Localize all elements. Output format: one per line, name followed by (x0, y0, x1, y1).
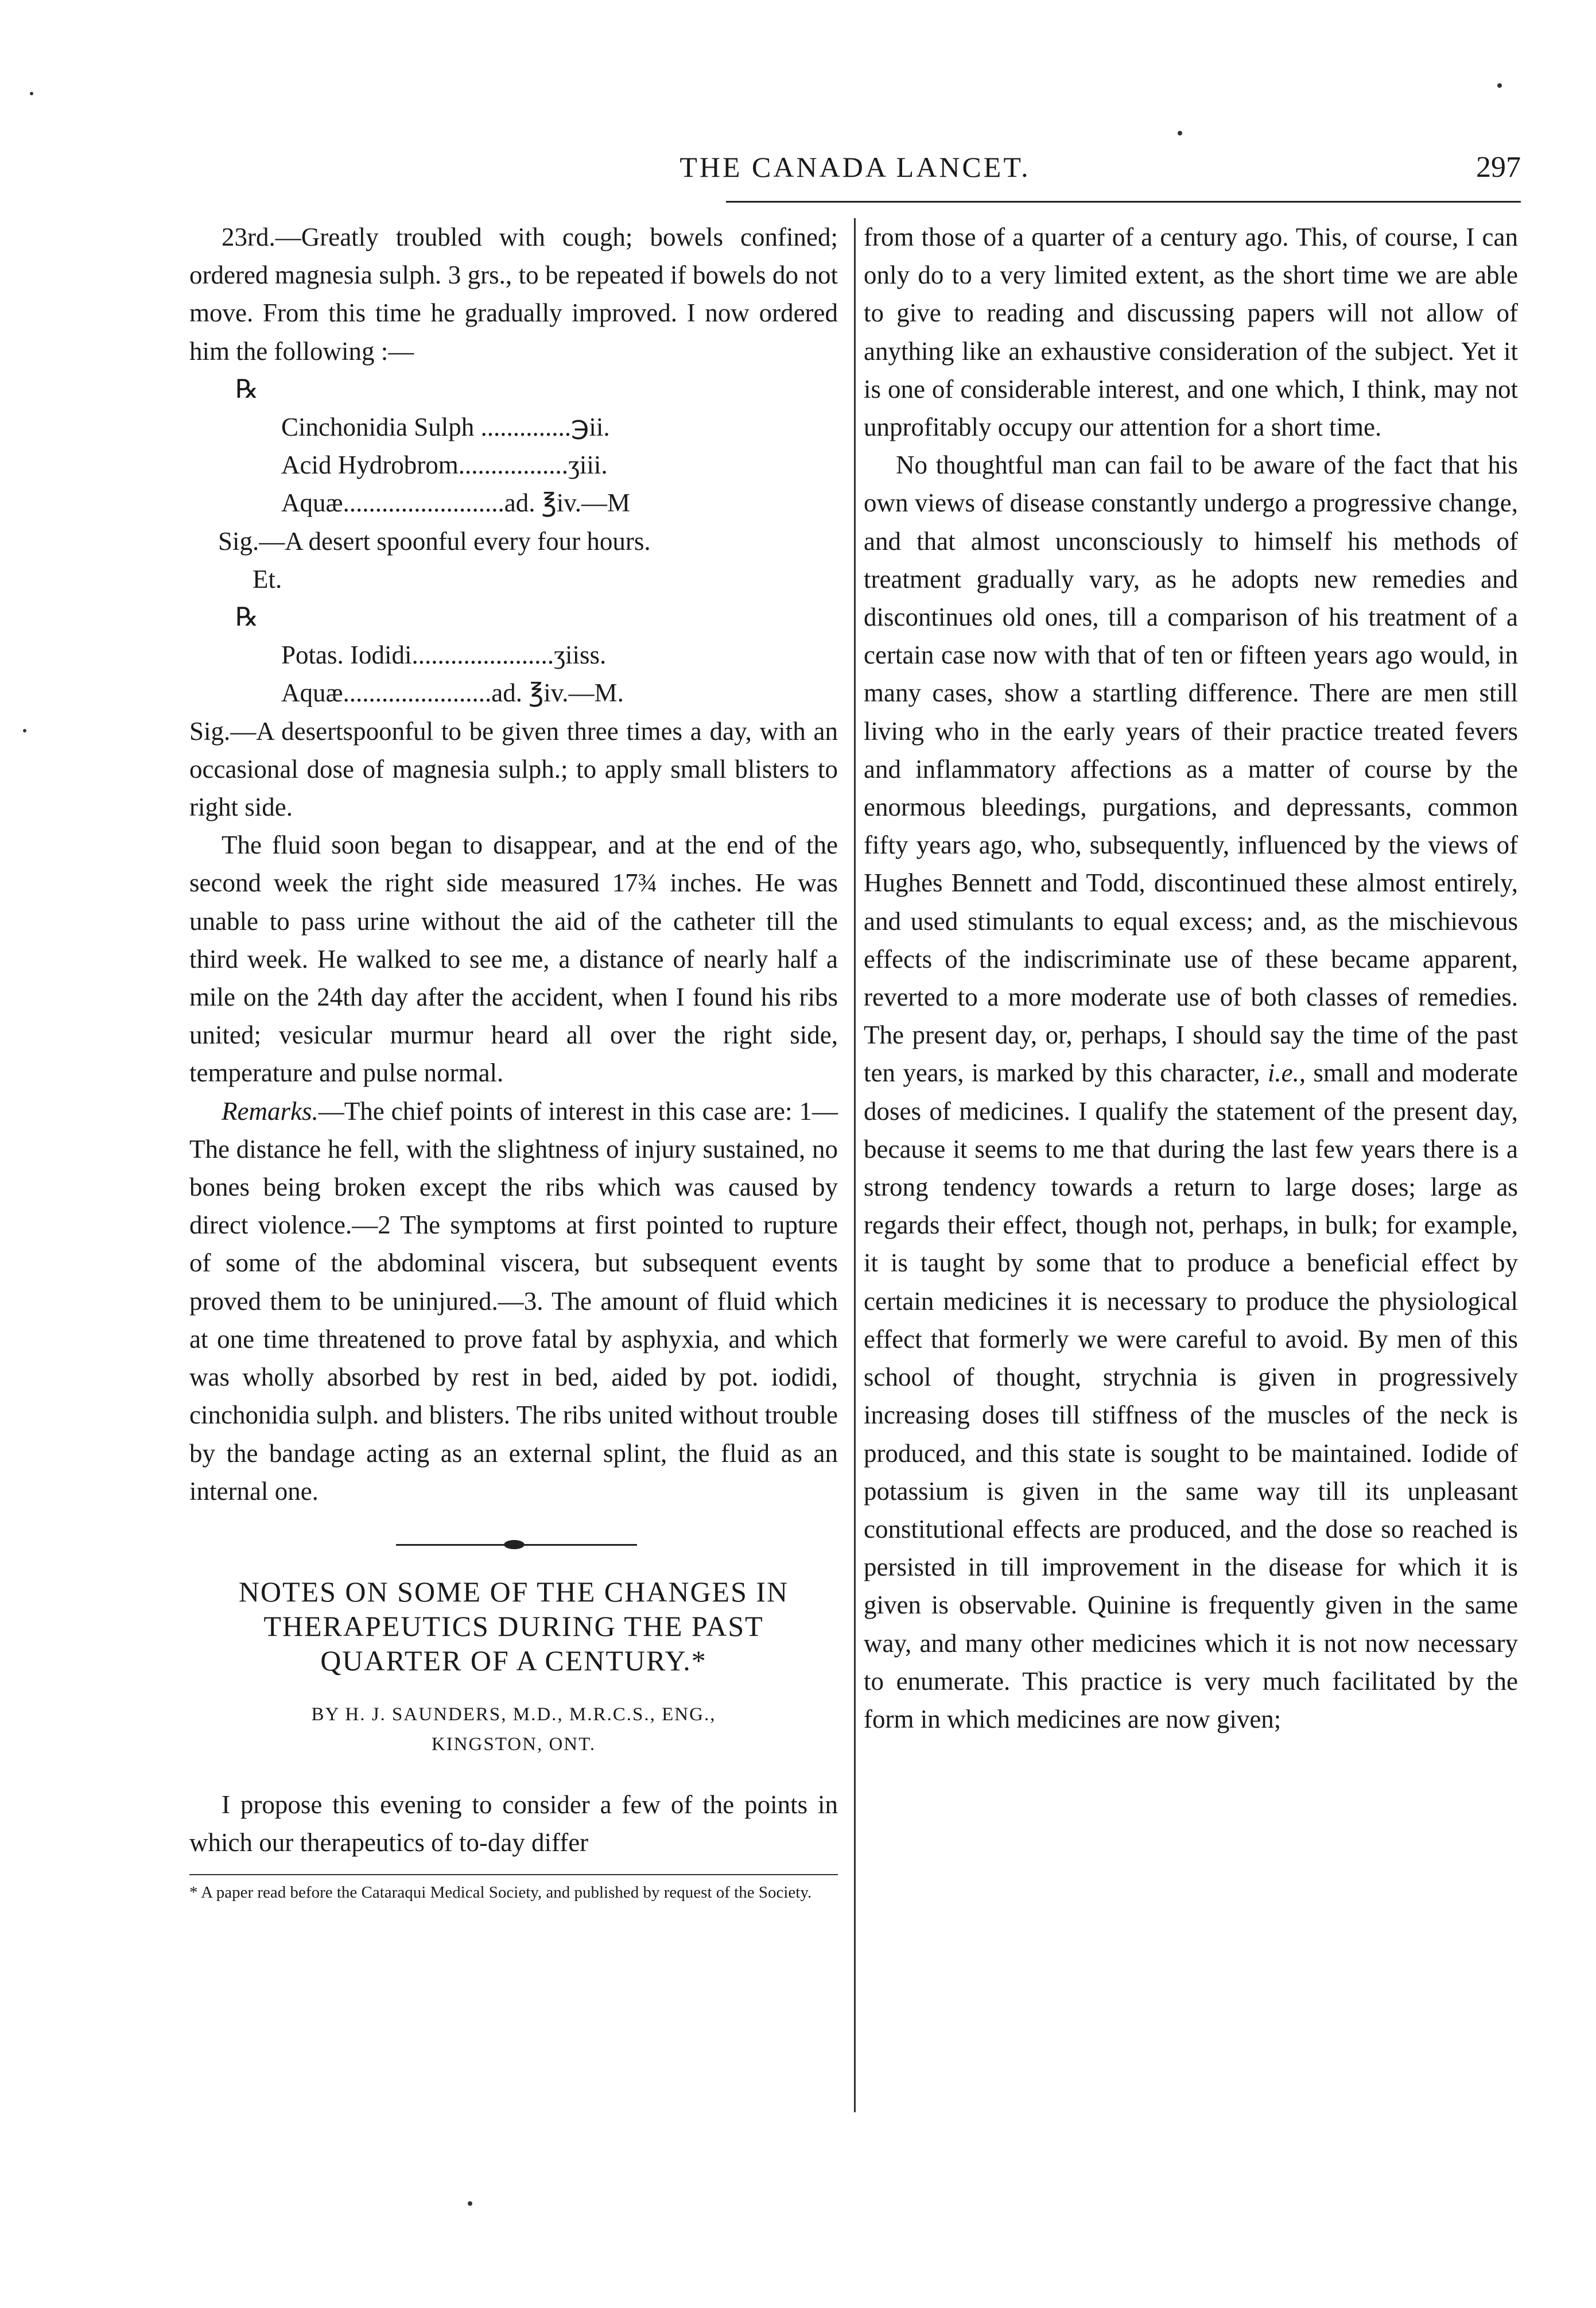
author-byline (189, 1700, 838, 1759)
case-paragraph: The fluid soon began to disappear, and at the end of the second week the right side measured 17¾ inches. He was unable to pass urine without the aid of the catheter till the third week. He walked to see me, a distance of nearly half a mile on the 24th day after the accident, when I found his ribs united; vesicular murmur heard all over the right side, temperature and pulse normal. (189, 831, 838, 1088)
article-paragraph: from those of a quarter of a century ago. This, of course, I can only do to a very limited extent, as the short time we are able to give to reading and discussing papers will not allow of anything like an exhaustive consideration of the subject. Yet it is one of considerable interest, and one which, I think, may not unprofitably occupy our attention for a short time. (864, 223, 1518, 442)
prescription-line: Aquæ.........................ad. ℥iv.—M (281, 488, 631, 518)
paragraph-text: No thoughtful man can fail to be aware of the fact that his own views of disease constantly undergo a progressive change, and that almost unconsciously to himself his methods of treatment gradually vary, as he adopts new remedies and discontinues old ones, till a comparison of his treatment of a certain case now with that of ten or fifteen years ago would, in many cases, show a startling difference. There are men still living who in the early years of their practice treated fevers and inflammatory affections as a matter of course by the enormous bleedings, purgations, and depressants, common fifty years ago, who, subsequently, influenced by the views of Hughes Bennett and Todd, discontinued these almost entirely, and used stimulants to equal excess; and, as the mischievous effects of the indiscriminate use of these became apparent, reverted to a more moderate use of both classes of remedies. The present day, or, perhaps, I should say the time of the past ten years, is marked by this character, (864, 451, 1518, 1088)
scan-speck (30, 92, 33, 95)
article-intro: I propose this evening to consider a few of the points in which our therapeutics of to-day differ (189, 1790, 838, 1857)
prescription-line: Aquæ.......................ad. ℥iv.—M. (281, 678, 624, 708)
scan-speck (1497, 83, 1502, 88)
prescription-symbol: ℞ (235, 603, 259, 632)
scan-speck (23, 729, 26, 732)
article-title-line: NOTES ON SOME OF THE CHANGES IN (238, 1575, 789, 1608)
scan-speck (1178, 131, 1182, 135)
article-title-line: QUARTER OF A CENTURY.* (320, 1644, 707, 1677)
article-title (189, 1574, 838, 1678)
journal-title: THE CANADA LANCET. (679, 151, 1031, 183)
column-divider (854, 218, 856, 2112)
page-number: 297 (1476, 151, 1521, 184)
header-rule (726, 201, 1521, 203)
byline-line: KINGSTON, ONT. (431, 1733, 596, 1755)
left-column (189, 218, 838, 1903)
paragraph-text: , small and moderate doses of medicines. I qualify the statement of the present day, because it seems to me that during the last few years there is a strong tendency towards a return to large doses; large as regards their effect, though not, perhaps, in bulk; for example, it is taught by some that to produce a beneficial effect by certain medicines it is necessary to produce the physiological effect that formerly we were careful to avoid. By men of this school of thought, strychnia is given in progressively increasing doses till stiffness of the muscles of the neck is produced, and this state is sought to be maintained. Iodide of potassium is given in the same way till its unpleasant constitutional effects are produced, and the dose so reached is persisted in till improvement in the disease for which it is given is observable. Quinine is frequently given in the same way, and many other medicines which it is not now necessary to enumerate. This practice is very much facilitated by the form in which medicines are now given; (864, 1058, 1518, 1733)
prescription-line: Acid Hydrobrom.................ʒiii. (281, 451, 608, 480)
prescription-line: Cinchonidia Sulph ..............℈ii. (281, 413, 610, 442)
prescription-symbol: ℞ (235, 374, 259, 404)
byline-line: BY H. J. SAUNDERS, M.D., M.R.C.S., ENG., (311, 1704, 716, 1725)
footnote: * A paper read before the Cataraqui Medical Society, and published by request of the Society. (189, 1883, 812, 1902)
right-column (864, 218, 1518, 1738)
running-header (189, 150, 1521, 191)
prescription-line: Potas. Iodidi......................ʒiiss. (281, 641, 607, 670)
signa-line: Sig.—A desert spoonful every four hours. (218, 526, 651, 556)
remarks-paragraph (189, 1092, 838, 1510)
section-ornament (189, 1539, 838, 1550)
signa-paragraph: Sig.—A desertspoonful to be given three times a day, with an occasional dose of magnesia sulph.; to apply small blisters to right side. (189, 716, 838, 822)
case-paragraph-23rd: 23rd.—Greatly troubled with cough; bowels confined; ordered magnesia sulph. 3 grs., to be repeated if bowels do not move. From this time he gradually improved. I now ordered him the following :— (189, 223, 838, 366)
article-title-line: THERAPEUTICS DURING THE PAST (263, 1609, 764, 1642)
ornament-dot (504, 1540, 525, 1549)
italic-abbreviation: i.e. (1267, 1058, 1299, 1088)
remarks-text: —The chief points of interest in this case are: 1—The distance he fell, with the slightness of injury sustained, no bones being broken except the ribs which was caused by direct violence.—2 The symptoms at first pointed to rupture of some of the abdominal viscera, but subsequent events proved them to be uninjured.—3. The amount of fluid which at one time threatened to prove fatal by asphyxia, and which was wholly absorbed by rest in bed, aided by pot. iodidi, cinchonidia sulph. and blisters. The ribs united without trouble by the bandage acting as an external splint, the fluid as an internal one. (189, 1096, 838, 1506)
article-paragraph (864, 446, 1518, 1738)
scan-speck (468, 2201, 472, 2206)
et-line: Et. (253, 564, 282, 594)
remarks-label: Remarks. (222, 1096, 319, 1126)
footnote-rule (189, 1874, 838, 1875)
